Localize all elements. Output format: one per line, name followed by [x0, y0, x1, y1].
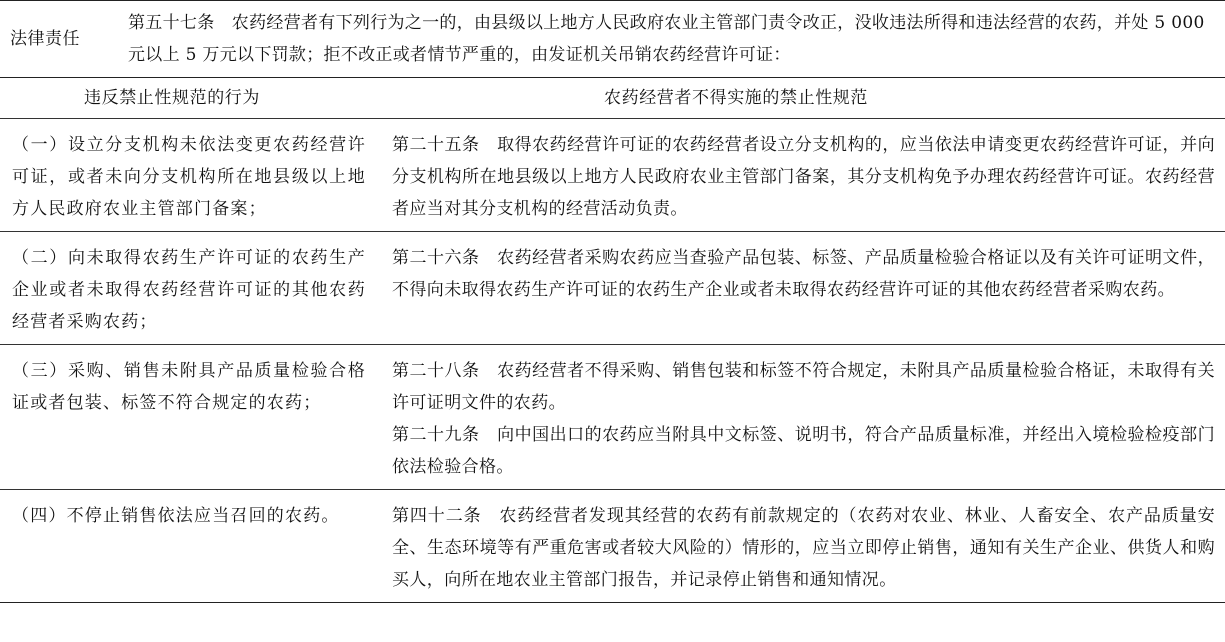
article-57-cell [0, 1, 1225, 78]
norm-article-text: 第二十八条 农药经营者不得采购、销售包装和标签不符合规定，未附具产品质量检验合格证，未取得有关许可证明文件的农药。 [392, 361, 1215, 413]
behavior-cell: （一）设立分支机构未依法变更农药经营许可证，或者未向分支机构所在地县级以上地方人民政府农业主管部门备案； [0, 119, 380, 232]
legal-liability-label: 法律责任 [10, 29, 80, 49]
norm-cell [380, 345, 1225, 490]
norm-article-text: 第四十二条 农药经营者发现其经营的农药有前款规定的（农药对农业、林业、人畜安全、农产品质量安全、生态环境等有严重危害或者较大风险的）情形的，应当立即停止销售，通知有关生产企业、供货人和购买人，向所在地农业主管部门报告，并记录停止销售和通知情况。 [392, 506, 1215, 590]
column-header-behavior: 违反禁止性规范的行为 [0, 78, 380, 119]
behavior-cell: （二）向未取得农药生产许可证的农药生产企业或者未取得农药经营许可证的其他农药经营者采购农药； [0, 232, 380, 345]
table-row [0, 490, 1225, 603]
norm-article-text: 第二十九条 向中国出口的农药应当附具中文标签、说明书，符合产品质量标准，并经出入境检验检疫部门依法检验合格。 [392, 425, 1215, 477]
norm-cell [380, 490, 1225, 603]
table-row [0, 345, 1225, 490]
norm-cell [380, 232, 1225, 345]
norm-article-text: 第二十五条 取得农药经营许可证的农药经营者设立分支机构的，应当依法申请变更农药经营许可证，并向分支机构所在地县级以上地方人民政府农业主管部门备案，其分支机构免予办理农药经营许可证。农药经营者应当对其分支机构的经营活动负责。 [392, 135, 1215, 219]
behavior-cell: （三）采购、销售未附具产品质量检验合格证或者包装、标签不符合规定的农药； [0, 345, 380, 490]
norm-article-text: 第二十六条 农药经营者采购农药应当查验产品包装、标签、产品质量检验合格证以及有关许可证明文件，不得向未取得农药生产许可证的农药生产企业或者未取得农药经营许可证的其他农药经营者采购农药。 [392, 248, 1215, 300]
table-row [0, 119, 1225, 232]
column-header-row [0, 78, 1225, 119]
table-row [0, 232, 1225, 345]
article-57-row [0, 1, 1225, 78]
behavior-cell: （四）不停止销售依法应当召回的农药。 [0, 490, 380, 603]
article-57-text: 第五十七条 农药经营者有下列行为之一的，由县级以上地方人民政府农业主管部门责令改正，没收违法所得和违法经营的农药，并处 5 000 元以上 5 万元以下罚款；拒不改正或者情节严重的，由发证机关吊销农药经营许可证： [128, 13, 1205, 65]
norm-cell [380, 119, 1225, 232]
column-header-norms: 农药经营者不得实施的禁止性规范 [380, 78, 1225, 119]
